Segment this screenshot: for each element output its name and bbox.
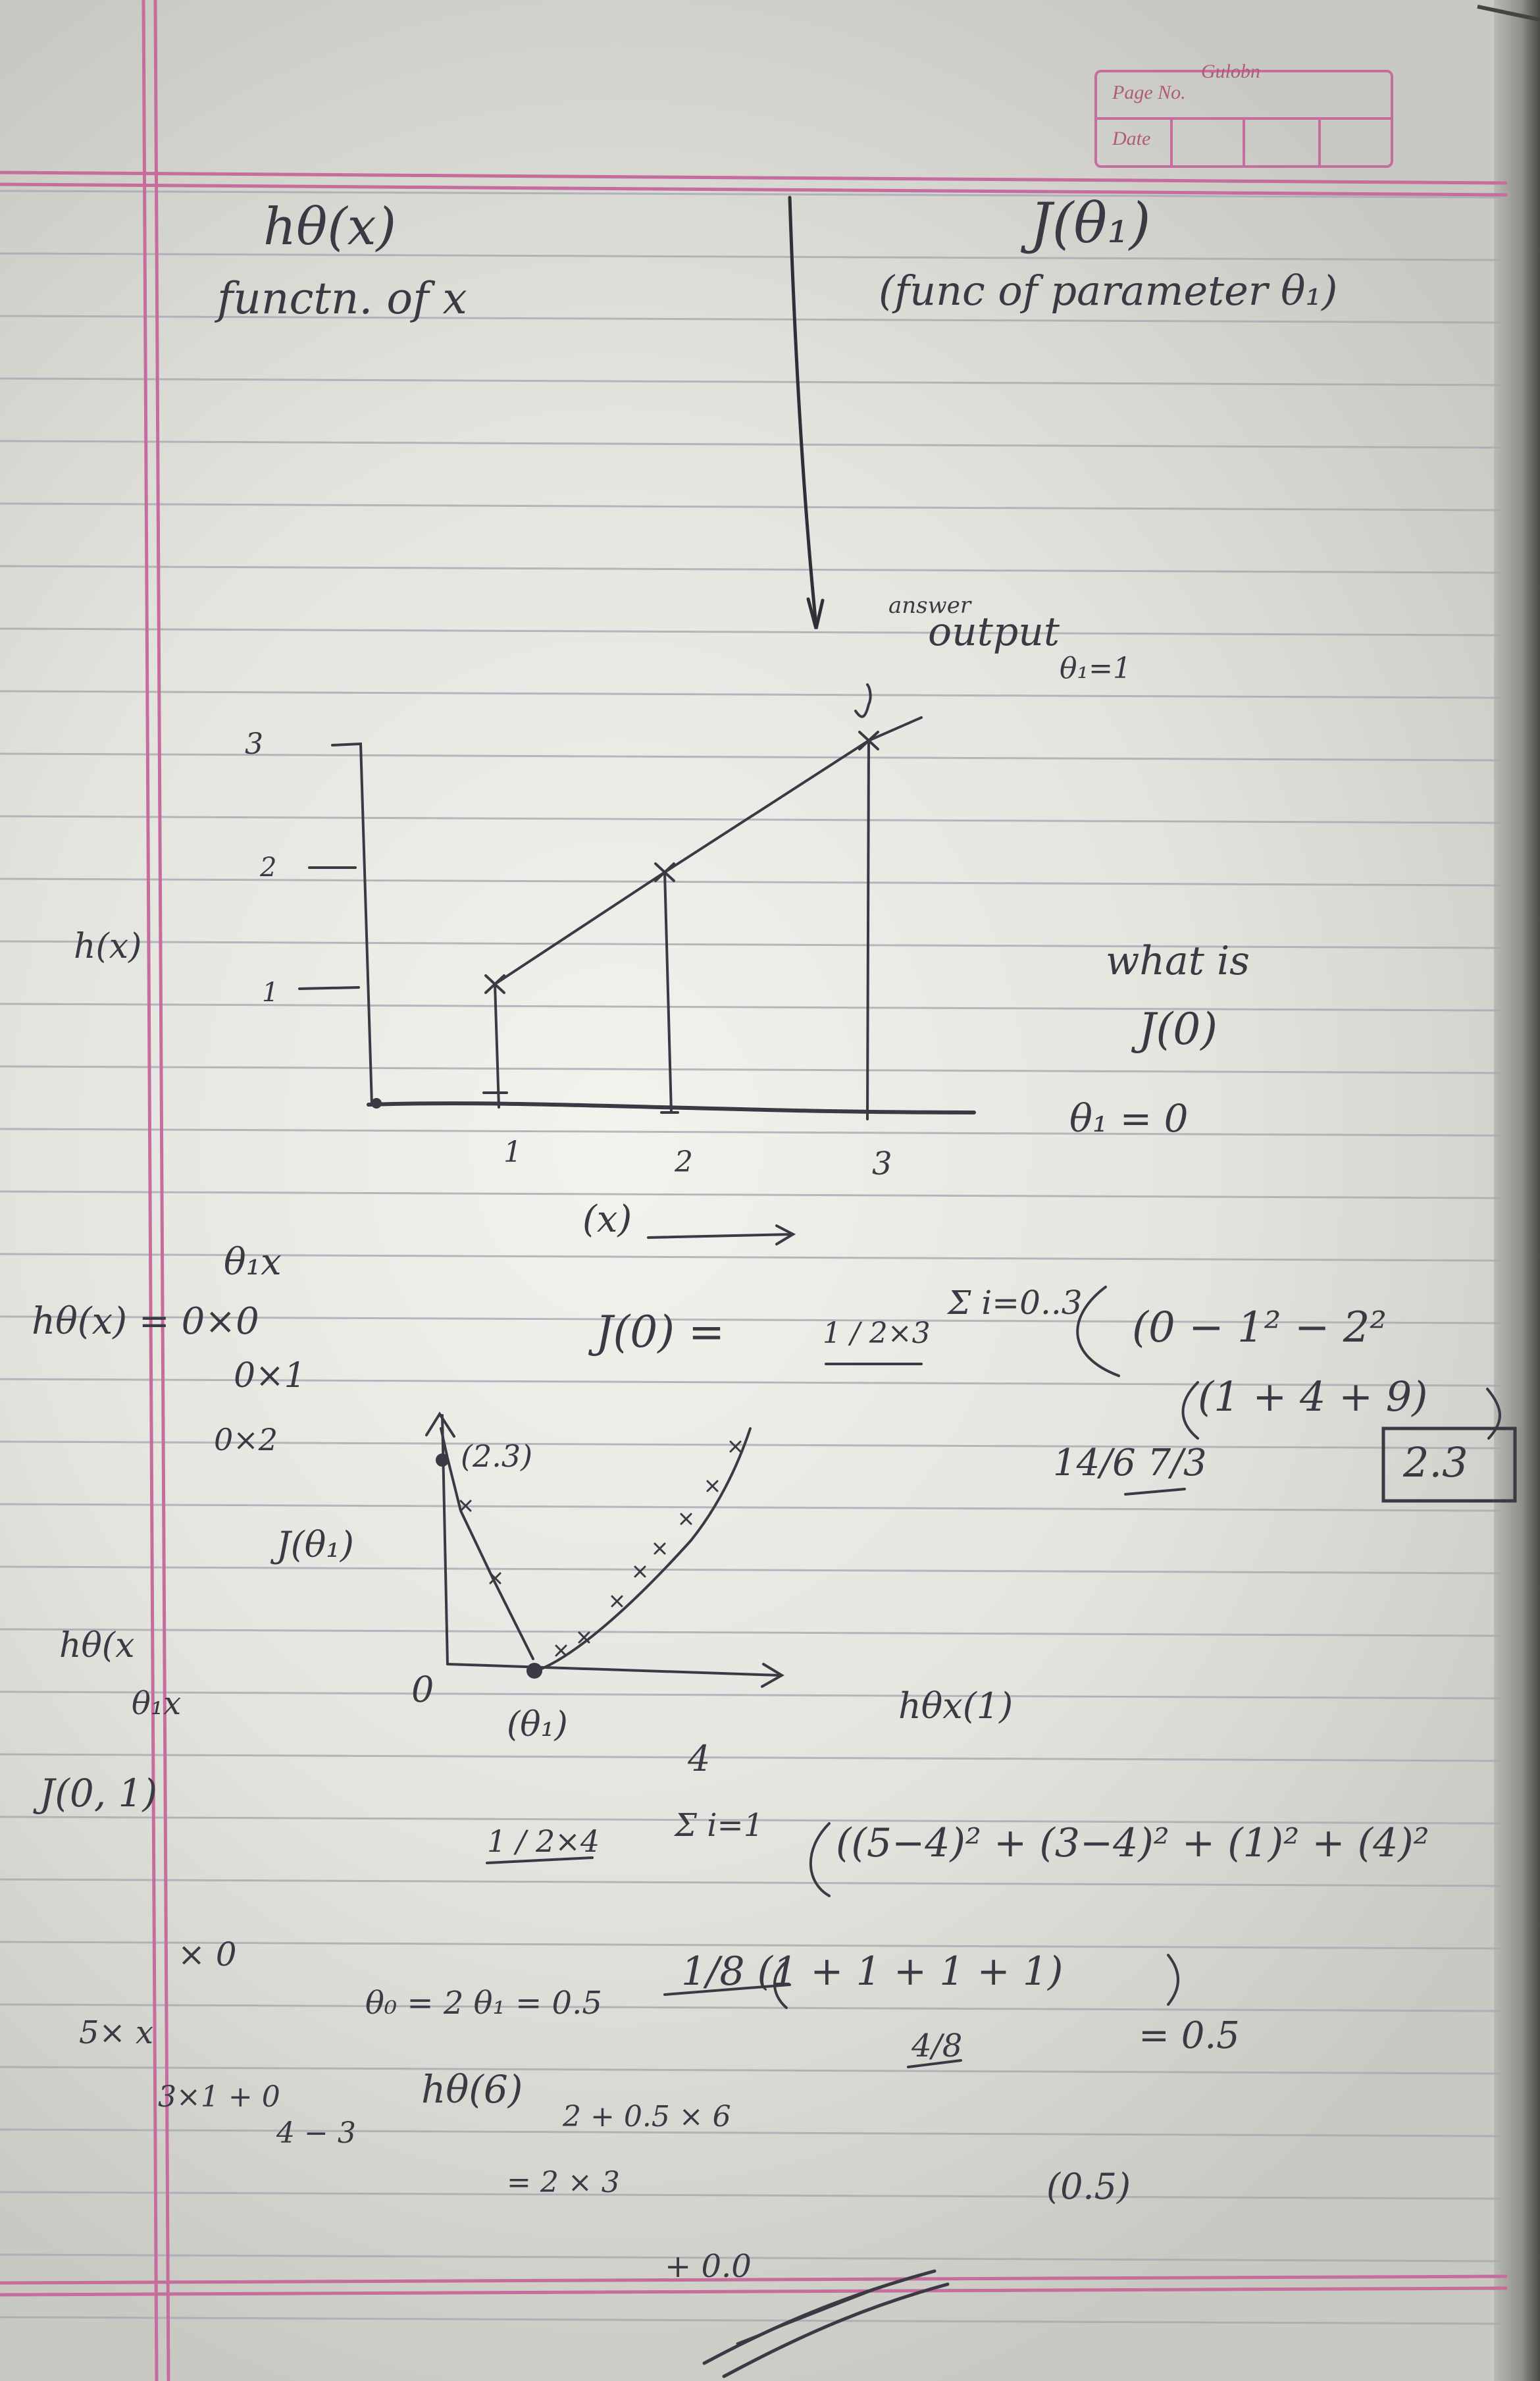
lower-h-note: hθx(1) — [898, 1685, 1014, 1727]
left-work-2: hθ(x) = 0×0 — [32, 1300, 259, 1343]
left-work-3: 0×1 — [234, 1356, 306, 1396]
x-tick-1: 1 — [503, 1136, 522, 1169]
lower-scribble: (0.5) — [1046, 2166, 1131, 2207]
left-work-4: 0×2 — [214, 1422, 278, 1457]
lower-left-a: hθ(x — [59, 1626, 135, 1665]
lower-left-e: 5× x — [79, 2014, 154, 2051]
lower-n: 4 — [688, 1738, 711, 1779]
lower-plug: 2 + 0.5 × 6 — [563, 2100, 731, 2133]
cost-sum: Σ i=0..3 — [948, 1284, 1083, 1322]
cost-lhs: J(0) = — [596, 1307, 725, 1357]
cost-subtitle: (func of parameter θ₁) — [879, 267, 1338, 315]
lower-left-b: θ₁x — [132, 1685, 182, 1722]
question-line-1: what is — [1106, 938, 1250, 984]
question-line-2: J(0) — [1139, 1004, 1218, 1055]
cost-point-label: (2.3) — [461, 1438, 533, 1474]
y-tick-3: 3 — [245, 727, 263, 761]
cost-origin: 0 — [411, 1669, 434, 1710]
hypothesis-subtitle: functn. of x — [217, 273, 467, 324]
x-tick-3: 3 — [872, 1145, 892, 1182]
lower-line-2: 1/8 (1 + 1 + 1 + 1) — [681, 1949, 1064, 1995]
y-axis-label: h(x) — [74, 927, 142, 966]
lower-plug-2: = 2 × 3 — [507, 2166, 620, 2199]
cost-heading: J(θ₁) — [1030, 191, 1151, 255]
cost-fraction: 1 / 2×3 — [823, 1317, 931, 1350]
lower-bottom: + 0.0 — [665, 2248, 752, 2285]
lower-result: = 0.5 — [1139, 2014, 1240, 2057]
brand-logo: Gulobn — [1201, 61, 1260, 82]
cost-y-label: J(θ₁) — [276, 1524, 354, 1565]
cost-simplify: 14/6 7/3 — [1053, 1442, 1207, 1484]
cost-terms: (0 − 1² − 2² — [1132, 1303, 1387, 1352]
output-note: output — [928, 609, 1060, 655]
x-axis-label: (x) — [582, 1198, 632, 1241]
y-tick-1: 1 — [262, 978, 279, 1008]
theta-note: θ₁=1 — [1060, 652, 1131, 685]
question-line-3: θ₁ = 0 — [1069, 1096, 1189, 1141]
lower-sum: Σ i=1 — [675, 1807, 764, 1844]
lower-line-3: 4/8 — [911, 2028, 963, 2064]
lower-left-f: 3×1 + 0 — [158, 2080, 280, 2114]
lower-terms: ((5−4)² + (3−4)² + (1)² + (4)² — [836, 1820, 1429, 1866]
y-tick-2: 2 — [260, 852, 277, 883]
answer-note: answer — [888, 592, 971, 619]
lower-left-c: J(0, 1) — [39, 1771, 158, 1816]
date-label: Date — [1112, 128, 1151, 149]
cost-result: 2.3 — [1403, 1438, 1468, 1486]
lower-left-d: × 0 — [178, 1935, 237, 1974]
cost-x-label: (θ₁) — [507, 1705, 568, 1744]
lower-fraction: 1 / 2×4 — [487, 1823, 600, 1859]
hypothesis-heading: hθ(x) — [263, 197, 397, 257]
x-tick-2: 2 — [675, 1145, 693, 1179]
page-no-label: Page No. — [1112, 82, 1186, 103]
cost-terms-2: (1 + 4 + 9) — [1198, 1373, 1428, 1421]
left-work-1: θ₁x — [224, 1241, 282, 1284]
lower-h-of-6: hθ(6) — [421, 2067, 523, 2112]
lower-left-g: 4 − 3 — [276, 2116, 356, 2150]
lower-thetas: θ₀ = 2 θ₁ = 0.5 — [365, 1985, 602, 2022]
